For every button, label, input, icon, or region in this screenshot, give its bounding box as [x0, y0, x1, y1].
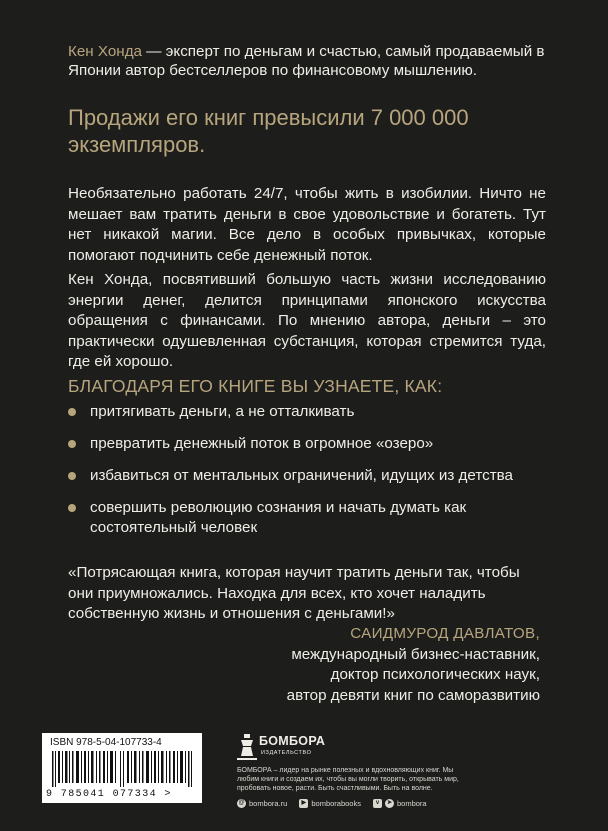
- list-item: [68, 434, 548, 454]
- quote-author-name: САИДМУРОД ДАВЛАТОВ,: [350, 625, 540, 642]
- social-label: bombora: [396, 798, 427, 808]
- intro-text: [68, 42, 548, 80]
- bullet-dot-icon: [68, 440, 76, 448]
- social-label: bomborabooks: [311, 798, 361, 808]
- youtube-icon: ▶: [299, 799, 308, 808]
- list-item: [68, 466, 548, 486]
- isbn-text: ISBN 978-5-04-107733-4: [50, 737, 162, 748]
- bullet-list: [68, 402, 548, 550]
- at-icon: @: [238, 799, 245, 806]
- bullet-dot-icon: [68, 472, 76, 480]
- quote-author-line: международный бизнес-наставник,: [291, 645, 540, 663]
- quote-author-line: автор девяти книг по саморазвитию: [286, 686, 540, 704]
- barcode: [42, 733, 202, 803]
- telegram-icon: ➤: [386, 799, 392, 806]
- bullet-dot-icon: [68, 504, 76, 512]
- publisher-blurb: БОМБОРА – лидер на рынке полезных и вдохновляющих книг. Мы любим книги и создаем их, чтобы вы могли творить, открывать мир, пробовать новое, расти. Быть счастливыми. Быть на волне.: [237, 767, 459, 792]
- lighthouse-logo-icon: [237, 732, 257, 762]
- social-link-youtube[interactable]: [299, 799, 361, 808]
- quote-author: [240, 624, 540, 706]
- barcode-bars-icon: [50, 751, 194, 787]
- section-title: БЛАГОДАРЯ ЕГО КНИГЕ ВЫ УЗНАЕТЕ, КАК:: [68, 376, 443, 396]
- bullet-dot-icon: [68, 408, 76, 416]
- author-name-highlight: Кен Хонда: [68, 43, 143, 60]
- bullet-text: превратить денежный поток в огромное «озеро»: [90, 435, 434, 452]
- social-link-vk-telegram[interactable]: [373, 799, 427, 808]
- list-item: [68, 402, 548, 422]
- social-link-site[interactable]: [237, 799, 287, 808]
- sales-headline: Продажи его книг превысили 7 000 000 экземпляров.: [68, 105, 469, 157]
- publisher-logo: [237, 730, 357, 764]
- review-quote: «Потрясающая книга, которая научит тратить деньги так, чтобы они приумножались. Находка для всех, кто хочет наладить собственную жизнь и отношения с деньгами!»: [68, 564, 520, 622]
- paragraph-2: Кен Хонда, посвятивший большую часть жизни исследованию энергии денег, делится принципами японского искусства обращения с финансами. По мнению автора, деньги – это практически одушевленная субстанция, которая стремится туда, где ей хорошо.: [68, 271, 546, 370]
- social-label: bombora.ru: [249, 798, 288, 808]
- quote-author-line: доктор психологических наук,: [330, 666, 540, 683]
- bullet-text: избавиться от ментальных ограничений, идущих из детства: [90, 467, 514, 484]
- bullet-text: совершить революцию сознания и начать думать как состоятельный человек: [90, 499, 467, 536]
- publisher-name: БОМБОРА: [259, 734, 326, 748]
- list-item: [68, 498, 548, 538]
- publisher-subtitle: ИЗДАТЕЛЬСТВО: [261, 750, 312, 756]
- social-links: [237, 797, 497, 809]
- bullet-text: притягивать деньги, а не отталкивать: [90, 403, 355, 420]
- ean-digits: 9 785041 077334 >: [46, 789, 172, 800]
- intro-description: — эксперт по деньгам и счастью, самый продаваемый в Японии автор бестселлеров по финансовому мышлению.: [68, 43, 545, 79]
- paragraph-1: Необязательно работать 24/7, чтобы жить в изобилии. Ничто не мешает вам тратить деньги в свое удовольствие и богатеть. Тут нет никакой магии. Все дело в особых привычках, которые помогают подчинить себе денежный поток.: [68, 185, 546, 264]
- vk-icon: v: [373, 799, 382, 808]
